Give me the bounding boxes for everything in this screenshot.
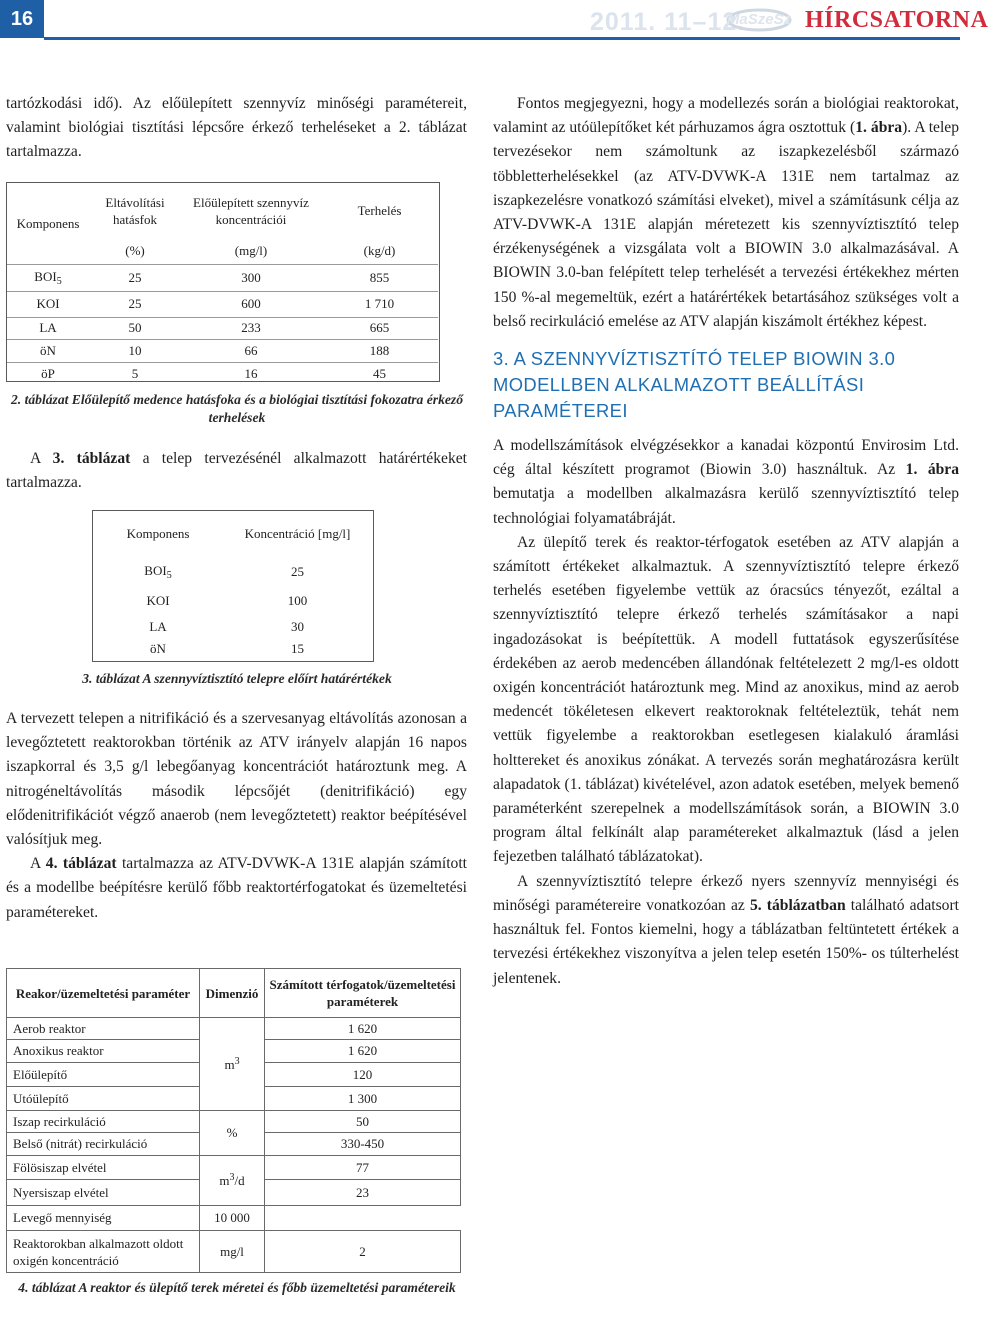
t2-cell-name: LA	[7, 317, 89, 339]
t3-cell-name: $BOI_5$	[144, 563, 172, 581]
paragraph-raw-wastewater: A szennyvíztisztító telepre érkező nyers szennyvíz mennyiségi és minőségi paramétereire vonatkozóan az 5. táblázatban található adatsort használtuk fel. Fontos kiemelni, hogy a táblázatban feltüntetett értékek a tervezési értékekhez viszonyítva a jelen telep esetén 150%- os túlterhelést jelentenek.	[493, 872, 959, 987]
table-row	[7, 1206, 461, 1231]
table-3	[93, 511, 372, 659]
t2-cell-conc: 300	[181, 264, 321, 291]
t4-cell-param: Iszap recirkuláció	[7, 1111, 200, 1133]
paragraph-table3-ref: A 3. táblázat a telep tervezésénél alkalmazott határértékeket tartalmazza.	[6, 450, 467, 492]
t2-cell-name: öP	[41, 366, 55, 382]
t4-cell-value: 10 000	[200, 1206, 265, 1231]
t4-cell-param: Utóülepítő	[7, 1087, 200, 1111]
t2-header-koncentracio: Előülepített szennyvíz koncentrációi	[193, 194, 309, 227]
t2-cell-eff: 25	[89, 291, 181, 317]
table-row	[93, 587, 372, 615]
section-heading: 3. A SZENNYVÍZTISZTÍTÓ TELEP BIOWIN 3.0 MODELLBEN ALKALMAZOTT BEÁLLÍTÁSI PARAMÉTEREI	[493, 348, 896, 422]
t4-cell-param: Reaktorokban alkalmazott oldott oxigén koncentráció	[7, 1231, 200, 1273]
table-2	[7, 183, 438, 386]
t2-cell-load: 45	[373, 366, 386, 382]
t2-unit-kgd: (kg/d)	[321, 238, 438, 264]
t4-cell-value: 23	[265, 1180, 461, 1206]
t2-cell-conc: 600	[181, 291, 321, 317]
logo-text: MaSzeSz	[726, 11, 792, 28]
left-para-2	[6, 447, 467, 495]
t3-header-komponens: Komponens	[126, 526, 190, 541]
page-number: 16	[0, 0, 44, 38]
t2-cell-load: 188	[321, 339, 438, 362]
right-column	[493, 92, 959, 991]
left-intro	[6, 92, 467, 165]
t2-unit-percent: (%)	[89, 238, 181, 264]
newsletter-title: HÍRCSATORNA	[805, 7, 988, 33]
table-4	[6, 968, 461, 1273]
t4-header-parameter: Reakor/üzemeltetési paraméter	[7, 969, 200, 1018]
table-2-caption: 2. táblázat Előülepítő medence hatásfoka és a biológiai tisztítási fokozatra érkező terhelések	[11, 392, 463, 425]
table-row	[93, 639, 372, 659]
t2-cell-name: $BOI_5$	[7, 264, 89, 291]
t4-cell-param: Előülepítő	[7, 1063, 200, 1087]
table-row	[7, 1111, 461, 1133]
t4-cell-value: 1 620	[265, 1018, 461, 1040]
t4-cell-param: Aerob reaktor	[7, 1018, 200, 1040]
table-row	[7, 291, 438, 317]
header-rule	[44, 37, 960, 40]
table-row	[7, 264, 438, 291]
t2-cell-eff: 10	[89, 339, 181, 362]
t2-cell-load: 855	[321, 264, 438, 291]
table-row	[93, 615, 372, 639]
t2-cell-load: 665	[321, 317, 438, 339]
table-row	[7, 339, 438, 362]
t2-header-hatasfok: Eltávolítási hatásfok	[105, 194, 165, 227]
t2-cell-name: öN	[7, 339, 89, 362]
t3-cell-value: 15	[291, 641, 304, 656]
t4-cell-value: 77	[265, 1156, 461, 1180]
t4-cell-value: 2	[265, 1231, 461, 1273]
paragraph-intro: tartózkodási idő). Az előülepített szennyvíz minőségi paramétereit, valamint biológiai tisztítási lépcsőre érkező terheléseket a 2. táblázat tartalmazza.	[6, 95, 467, 161]
t4-cell-value: 120	[265, 1063, 461, 1087]
table-row	[7, 317, 438, 339]
t3-cell-value: 100	[287, 593, 308, 608]
t2-cell-load: 1 710	[321, 291, 438, 317]
t4-header-ertekek: Számított térfogatok/üzemeltetési paraméterek	[265, 969, 461, 1018]
t4-cell-value: 1 620	[265, 1040, 461, 1063]
paragraph-model-note: Fontos megjegyezni, hogy a modellezés során a biológiai reaktorokat, valamint az utóülepítőket két párhuzamos ágra osztottuk (1. ábra). A telep tervezésekor nem számoltunk az iszapkezelésből származó többletterhelésekkel (az ATV-DVWK-A 131E nem tartalmaz az iszapkezelésre vonatkozó számítási elveket), mivel a számításunk célja az ATV-DVWK-A 131E alapján méretezett kis szennyvíztisztító telep érzékenységének a vizsgálata volt a BIOWIN 3.0 alkalmazásával. A BIOWIN 3.0-ban felépített telep terhelését a tervezési értékekhez mérten 150 %-al megemeltük, ezért a határértékek betartásához szükséges volt a belső recirkuláció emelése az ATV alapján kiszámolt értékhez képest.	[493, 95, 960, 330]
t4-dim-volume: $m^3$	[200, 1018, 265, 1111]
t2-unit-mgl: (mg/l)	[181, 238, 321, 264]
t4-cell-param: Fölösiszap elvétel	[7, 1156, 200, 1180]
t4-cell-param: Belső (nitrát) recirkuláció	[7, 1133, 200, 1156]
paragraph-biowin: A modellszámítások elvégzésekkor a kanadai központú Envirosim Ltd. cég által készített programot (Biowin 3.0) használtuk. Az 1. ábra bemutatja a modellben alkalmazásra kerülő szennyvíztisztító telep technológiai folyamatábráját.	[493, 437, 959, 527]
t2-cell-eff: 50	[89, 317, 181, 339]
t2-cell-conc: 233	[181, 317, 321, 339]
table-row	[7, 1156, 461, 1180]
t3-cell-value: 25	[291, 564, 304, 579]
table-row	[7, 1018, 461, 1040]
t4-cell-value: 330-450	[265, 1133, 461, 1156]
t4-cell-param: Nyersiszap elvétel	[7, 1180, 200, 1206]
t4-header-dimenzio: Dimenzió	[200, 969, 265, 1018]
t4-dim-percent: %	[200, 1111, 265, 1156]
t3-cell-name: KOI	[146, 593, 170, 608]
table-3-caption: 3. táblázat A szennyvíztisztító telepre előírt határértékek	[82, 671, 392, 686]
table-4-caption: 4. táblázat A reaktor és ülepítő terek méretei és főbb üzemeltetési paramétereik	[18, 1280, 456, 1295]
t4-cell-param: Levegő mennyiség	[7, 1206, 200, 1231]
t4-cell-value: 1 300	[265, 1087, 461, 1111]
t3-cell-name: LA	[149, 619, 167, 634]
masz-logo	[726, 7, 792, 33]
t4-cell-value: 50	[265, 1111, 461, 1133]
paragraph-settings: Az ülepítő terek és reaktor-térfogatok esetében az ATV alapján a számított értékeket alkalmaztuk. A szennyvíztisztító telepre érkező terhelés esetében figyelembe vettük az óracsúcs tényezőt, ezáltal a szennyvíztisztító telepre érkező terhelés számításakor a napi ingadozásokat is beépítettük. A modell futtatások egyszerűsítése érdekében az aerob medencében állandónak feltételezett 2 mg/l-es oldott oxigén koncentrációt határoztunk meg. Mind az anoxikus, mind az aerob medencét tökéletesen elkevert reaktoroknak feltételeztük, tehát nem vettük figyelembe a reaktorokban esetlegesen kialakuló áramlási holttereket és anoxikus zónákat. A tervezés során meghatározásra került alapadatok (1. táblázat) kivételével, azon adatok esetében, melyek bemenő paraméterként szerepelnek a modellszámítások során, a BIOWIN 3.0 program által felkínált alap paramétereket alkalmaztuk (lásd a jelen fejezetben található táblázatokat).	[493, 533, 959, 866]
t2-cell-eff: 25	[89, 264, 181, 291]
t2-cell-name: KOI	[7, 291, 89, 317]
t4-cell-param: Anoxikus reaktor	[7, 1040, 200, 1063]
t4-dim-flow: $m^3/d$	[200, 1156, 265, 1206]
t3-cell-name: öN	[150, 641, 166, 656]
page-header	[0, 0, 988, 58]
paragraph-table4-ref: A 4. táblázat tartalmazza az ATV-DVWK-A 131E alapján számított és a modellbe beépítésre kerülő főbb reaktortérfogatokat és üzemeltetési paramétereket.	[6, 855, 468, 921]
t4-dim-mgl: mg/l	[200, 1231, 265, 1273]
table-row	[7, 1231, 461, 1273]
paragraph-nitrification: A tervezett telepen a nitrifikáció és a szervesanyag eltávolítás azonosan a levegőztetett reaktorokban történik az ATV irányelv alapján 16 napos iszapkorral és 3,5 g/l lebegőanyag koncentrációt határoztunk meg. A nitrogéneltávolítás második lépcsőjét (denitrifikáció) egy elődenitrifikációt végző anaerob (nem levegőztetett) reaktor beépítésével valósítjuk meg.	[6, 710, 467, 849]
issue-date: 2011. 11–12.	[590, 8, 746, 36]
left-para-3	[6, 707, 467, 925]
t3-header-koncentracio: Koncentráció [mg/l]	[244, 526, 351, 541]
t2-header-komponens: Komponens	[7, 183, 89, 264]
table-row	[93, 557, 372, 587]
t2-cell-conc: 66	[181, 339, 321, 362]
t3-cell-value: 30	[291, 619, 304, 634]
table-row	[7, 362, 438, 386]
t2-cell-eff: 5	[131, 366, 139, 382]
t2-header-terheles: Terhelés	[357, 203, 402, 218]
t2-cell-conc: 16	[244, 366, 258, 382]
